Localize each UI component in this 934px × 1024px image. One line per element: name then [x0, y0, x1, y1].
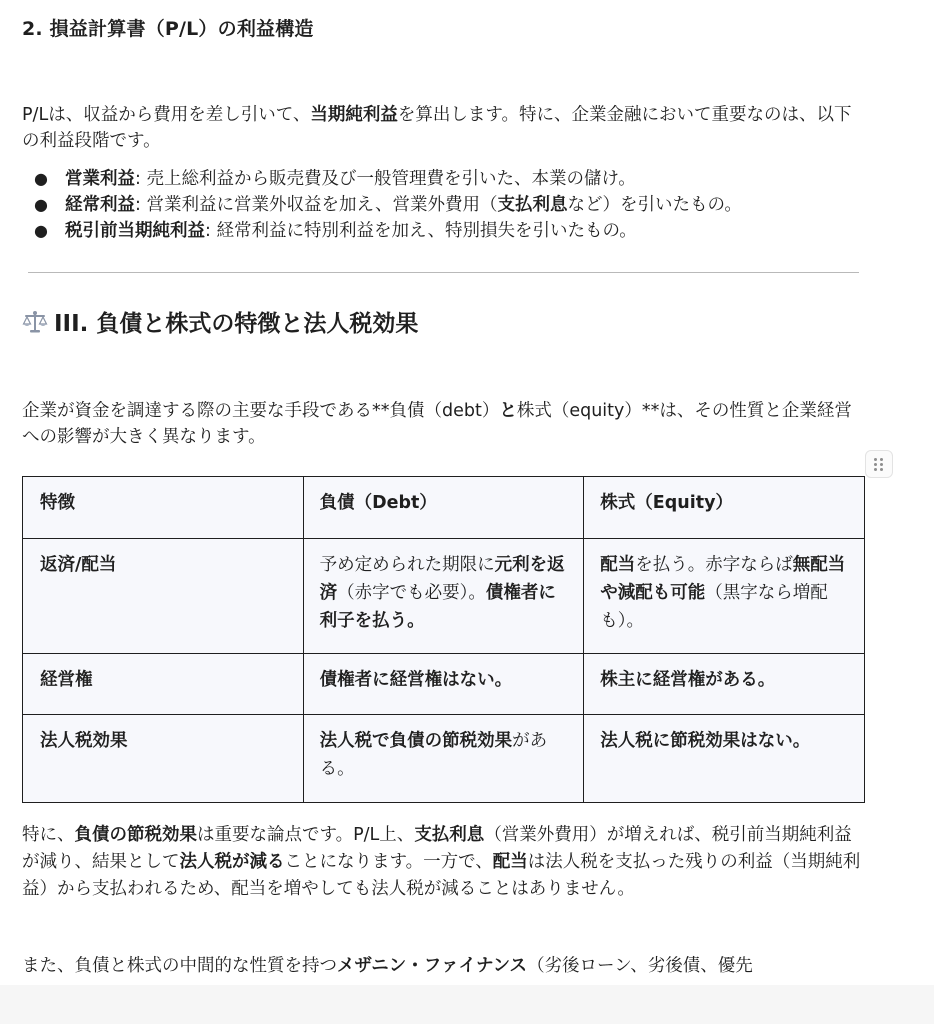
header-cell-debt: 負債（Debt） [303, 477, 584, 539]
mezzanine-paragraph: また、負債と株式の中間的な性質を持つメザニン・ファイナンス（劣後ローン、劣後債、優先 [22, 956, 753, 976]
list-item: ● 営業利益: 売上総利益から販売費及び一般管理費を引いた、本業の儲け。 [22, 166, 882, 192]
bullet-icon: ● [34, 169, 48, 188]
bottom-fade [0, 985, 934, 1024]
tax-shield-paragraph: 特に、負債の節税効果は重要な論点です。P/L上、支払利息（営業外費用）が増えれば、税引前当期純利益が減り、結果として法人税が減ることになります。一方で、配当は法人税を支払った残りの利益（当期純利益）から支払われるため、配当を増やしても法人税が減ることはありません。 [22, 825, 861, 899]
header-cell-feature: 特徴 [23, 477, 304, 539]
table-row [23, 539, 865, 654]
equity-cell: 法人税に節税効果はない。 [584, 715, 865, 803]
balance-scale-icon [22, 309, 48, 335]
equity-cell: 配当を払う。赤字ならば無配当や減配も可能（黒字なら増配も）。 [584, 539, 865, 654]
debt-cell: 債権者に経営権はない。 [303, 654, 584, 715]
section-3-intro: 企業が資金を調達する際の主要な手段である**負債（debt）と株式（equity）**は、その性質と企業経営への影響が大きく異なります。 [22, 401, 852, 447]
row-label: 法人税効果 [23, 715, 304, 803]
section-3-heading: III. 負債と株式の特徴と法人税効果 [22, 305, 418, 338]
debt-cell: 予め定められた期限に元利を返済（赤字でも必要）。債権者に利子を払う。 [303, 539, 584, 654]
equity-cell: 株主に経営権がある。 [584, 654, 865, 715]
list-item: ● 税引前当期純利益: 経常利益に特別利益を加え、特別損失を引いたもの。 [22, 218, 882, 244]
row-label: 経営権 [23, 654, 304, 715]
table-row [23, 715, 865, 803]
header-cell-equity: 株式（Equity） [584, 477, 865, 539]
table-header-row [23, 477, 865, 539]
list-item: ● 経常利益: 営業利益に営業外収益を加え、営業外費用（支払利息など）を引いたもの。 [22, 192, 882, 218]
table-drag-handle[interactable] [865, 450, 893, 478]
row-label: 返済/配当 [23, 539, 304, 654]
section-2-intro: P/Lは、収益から費用を差し引いて、当期純利益を算出します。特に、企業金融において重要なのは、以下の利益段階です。 [22, 105, 852, 151]
section-2-heading: 2. 損益計算書（P/L）の利益構造 [22, 18, 314, 40]
profit-levels-list [22, 166, 882, 244]
bullet-icon: ● [34, 195, 48, 214]
debt-equity-table [22, 476, 865, 803]
debt-cell: 法人税で負債の節税効果がある。 [303, 715, 584, 803]
horizontal-divider [28, 272, 859, 273]
bullet-icon: ● [34, 221, 48, 240]
table-row [23, 654, 865, 715]
